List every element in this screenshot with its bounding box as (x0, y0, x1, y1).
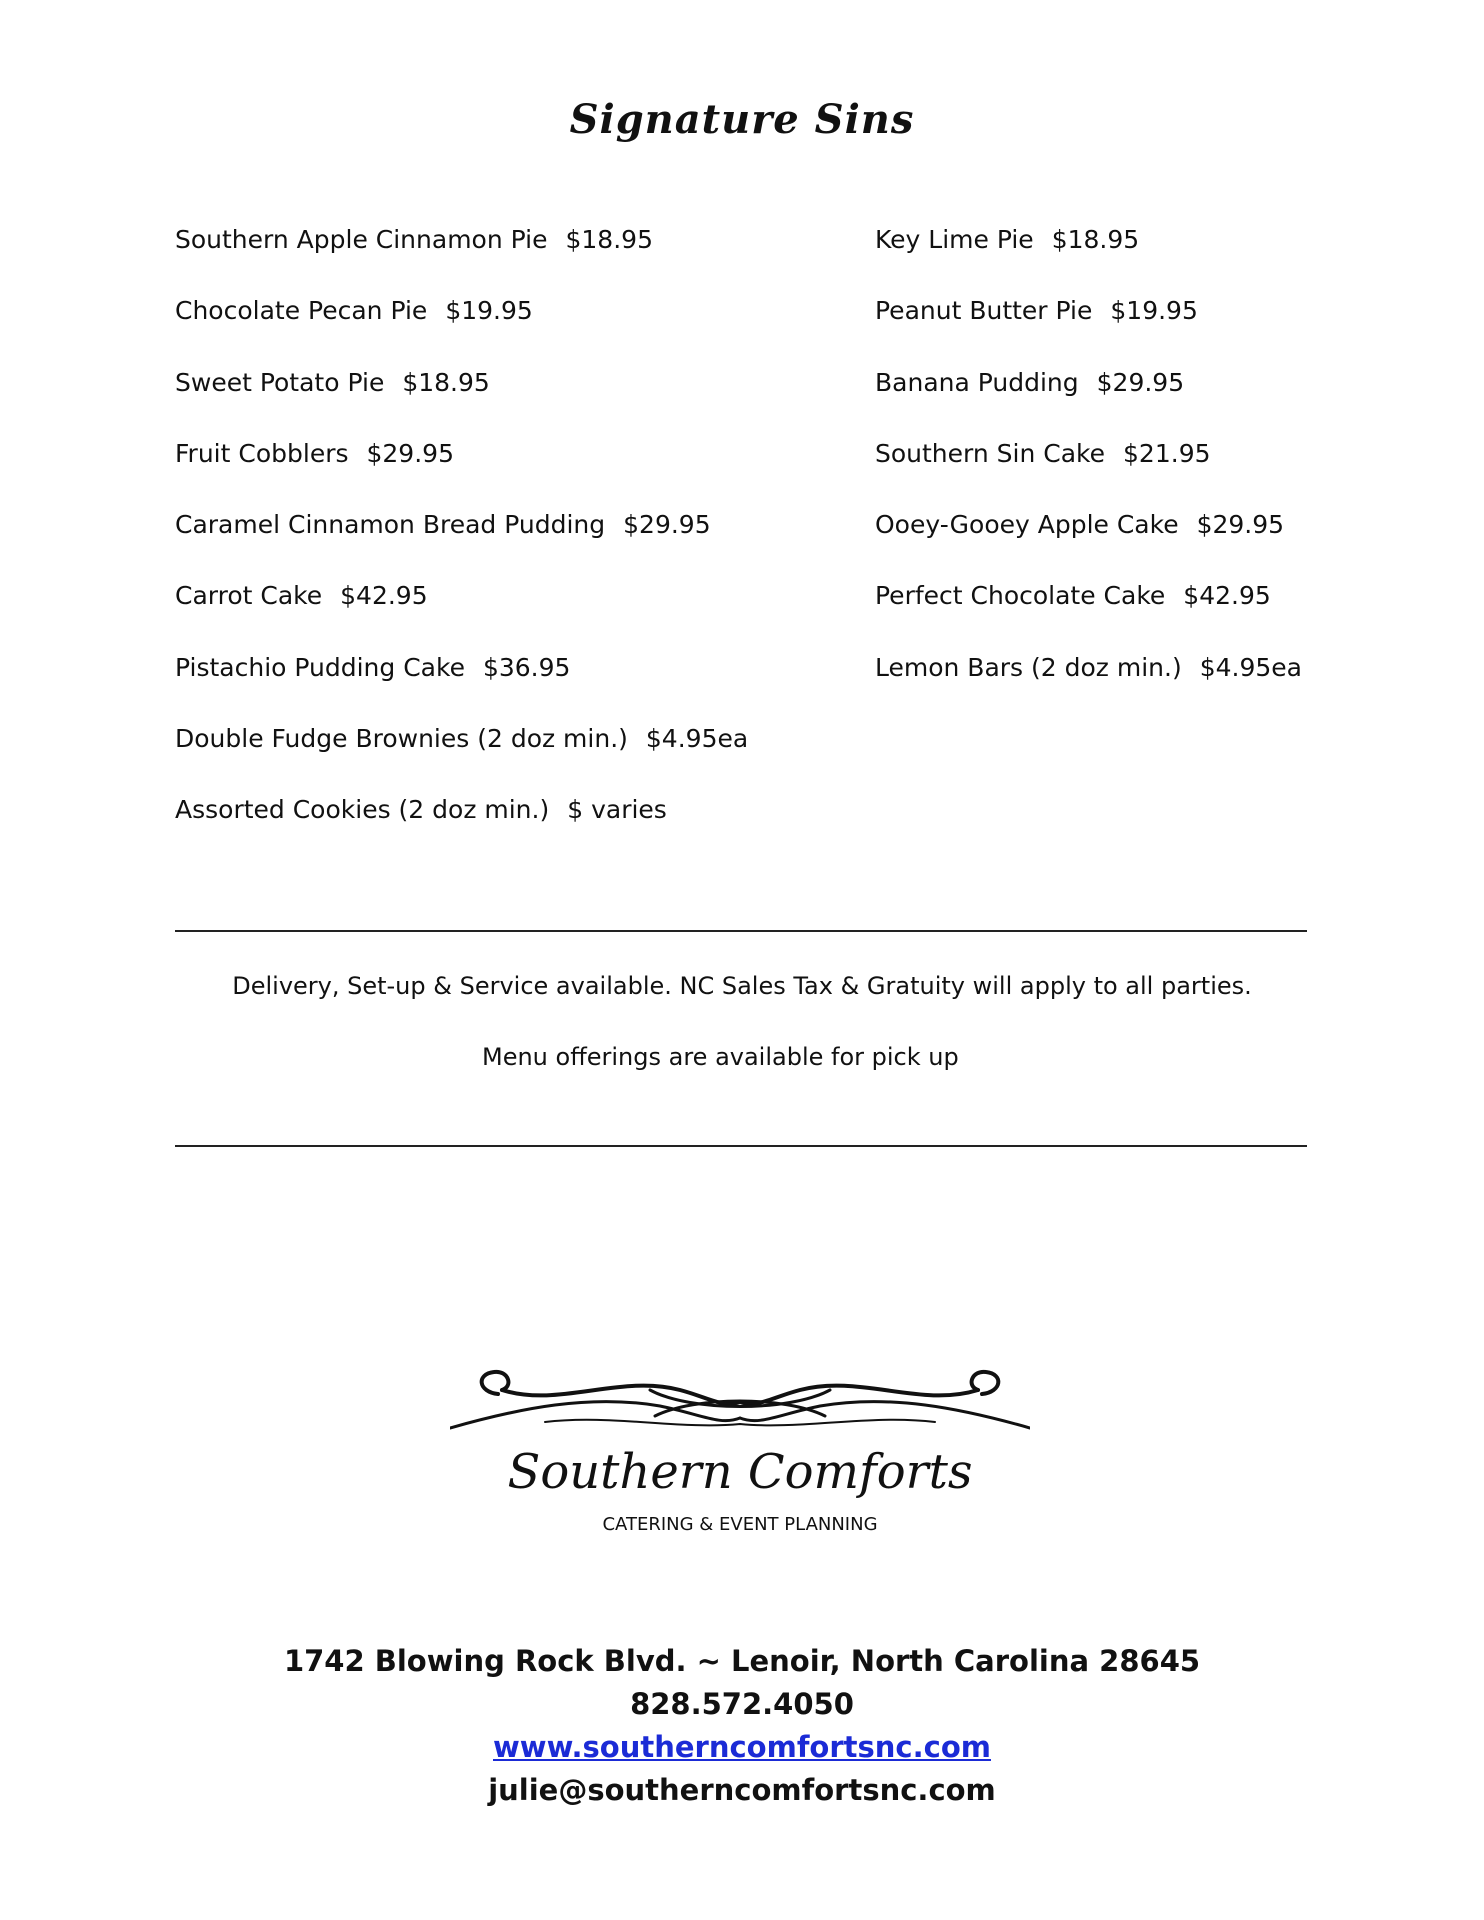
menu-item (875, 644, 1302, 715)
menu-item-price: $18.95 (402, 367, 490, 397)
menu-item-name: Key Lime Pie (875, 225, 1034, 254)
pickup-notice: Menu offerings are available for pick up (482, 1043, 959, 1071)
menu-item (875, 216, 1302, 287)
menu-item-name: Southern Sin Cake (875, 438, 1106, 468)
menu-item-price: $4.95ea (1199, 652, 1302, 682)
menu-item-name: Double Fudge Brownies (2 doz min.) (175, 724, 628, 754)
menu-item-name: Perfect Chocolate Cake (875, 581, 1166, 611)
menu-item-name: Sweet Potato Pie (175, 367, 385, 397)
menu-item (175, 287, 748, 358)
flourish-ornament-icon (450, 1372, 1030, 1428)
company-logo (450, 1360, 1030, 1540)
menu-item-price: $4.95ea (645, 724, 749, 754)
menu-item-price: $29.95 (366, 438, 454, 468)
divider-top (175, 930, 1307, 932)
menu-item-price: $ varies (567, 795, 667, 825)
menu-item (175, 715, 748, 786)
menu-item-price: $21.95 (1123, 438, 1211, 468)
address: 1742 Blowing Rock Blvd. ~ Lenoir, North Carolina 28645 (283, 1644, 1201, 1678)
menu-item (175, 786, 748, 857)
menu-item-name: Southern Apple Cinnamon Pie (175, 225, 548, 254)
menu-item-price: $29.95 (623, 510, 711, 540)
menu-item-name: Banana Pudding (875, 367, 1079, 397)
menu-item (875, 359, 1302, 430)
menu-item-name: Caramel Cinnamon Bread Pudding (175, 510, 606, 540)
menu-item (175, 572, 748, 643)
menu-item (175, 359, 748, 430)
menu-item-price: $42.95 (1183, 581, 1271, 611)
contact-block (0, 1640, 1484, 1812)
phone-number: 828.572.4050 (630, 1687, 854, 1721)
menu-item-name: Pistachio Pudding Cake (175, 652, 465, 682)
menu-item-price: $19.95 (445, 296, 533, 326)
menu-item-name: Fruit Cobblers (175, 438, 349, 468)
service-notice: Delivery, Set-up & Service available. NC Sales Tax & Gratuity will apply to all parties. (232, 972, 1252, 1000)
menu-item-price: $19.95 (1110, 296, 1198, 326)
menu-list-left (175, 216, 748, 858)
menu-item (875, 287, 1302, 358)
menu-item (175, 216, 748, 287)
menu-item-name: Carrot Cake (175, 581, 323, 611)
menu-item (175, 501, 748, 572)
divider-bottom (175, 1145, 1307, 1147)
menu-item-price: $18.95 (1051, 225, 1140, 254)
menu-item-name: Assorted Cookies (2 doz min.) (175, 795, 550, 825)
page-title: Signature Sins (569, 96, 915, 143)
menu-item-price: $18.95 (565, 225, 653, 254)
menu-item-price: $29.95 (1096, 367, 1185, 397)
menu-item-price: $29.95 (1196, 510, 1285, 540)
email-address: julie@southerncomfortsnc.com (488, 1773, 996, 1807)
menu-item (175, 430, 748, 501)
menu-item-name: Ooey-Gooey Apple Cake (875, 510, 1179, 540)
menu-item-price: $42.95 (340, 581, 428, 611)
menu-item (175, 644, 748, 715)
menu-item-name: Lemon Bars (2 doz min.) (875, 652, 1182, 682)
logo-tagline: CATERING & EVENT PLANNING (602, 1514, 878, 1535)
menu-item-name: Peanut Butter Pie (875, 296, 1093, 326)
menu-item (875, 430, 1302, 501)
menu-item-price: $36.95 (482, 652, 571, 682)
menu-item-name: Chocolate Pecan Pie (175, 296, 428, 326)
logo-name: Southern Comforts (507, 1444, 973, 1500)
menu-list-right (875, 216, 1302, 715)
menu-item (875, 572, 1302, 643)
website-link[interactable]: www.southerncomfortsnc.com (493, 1730, 991, 1764)
menu-item (875, 501, 1302, 572)
